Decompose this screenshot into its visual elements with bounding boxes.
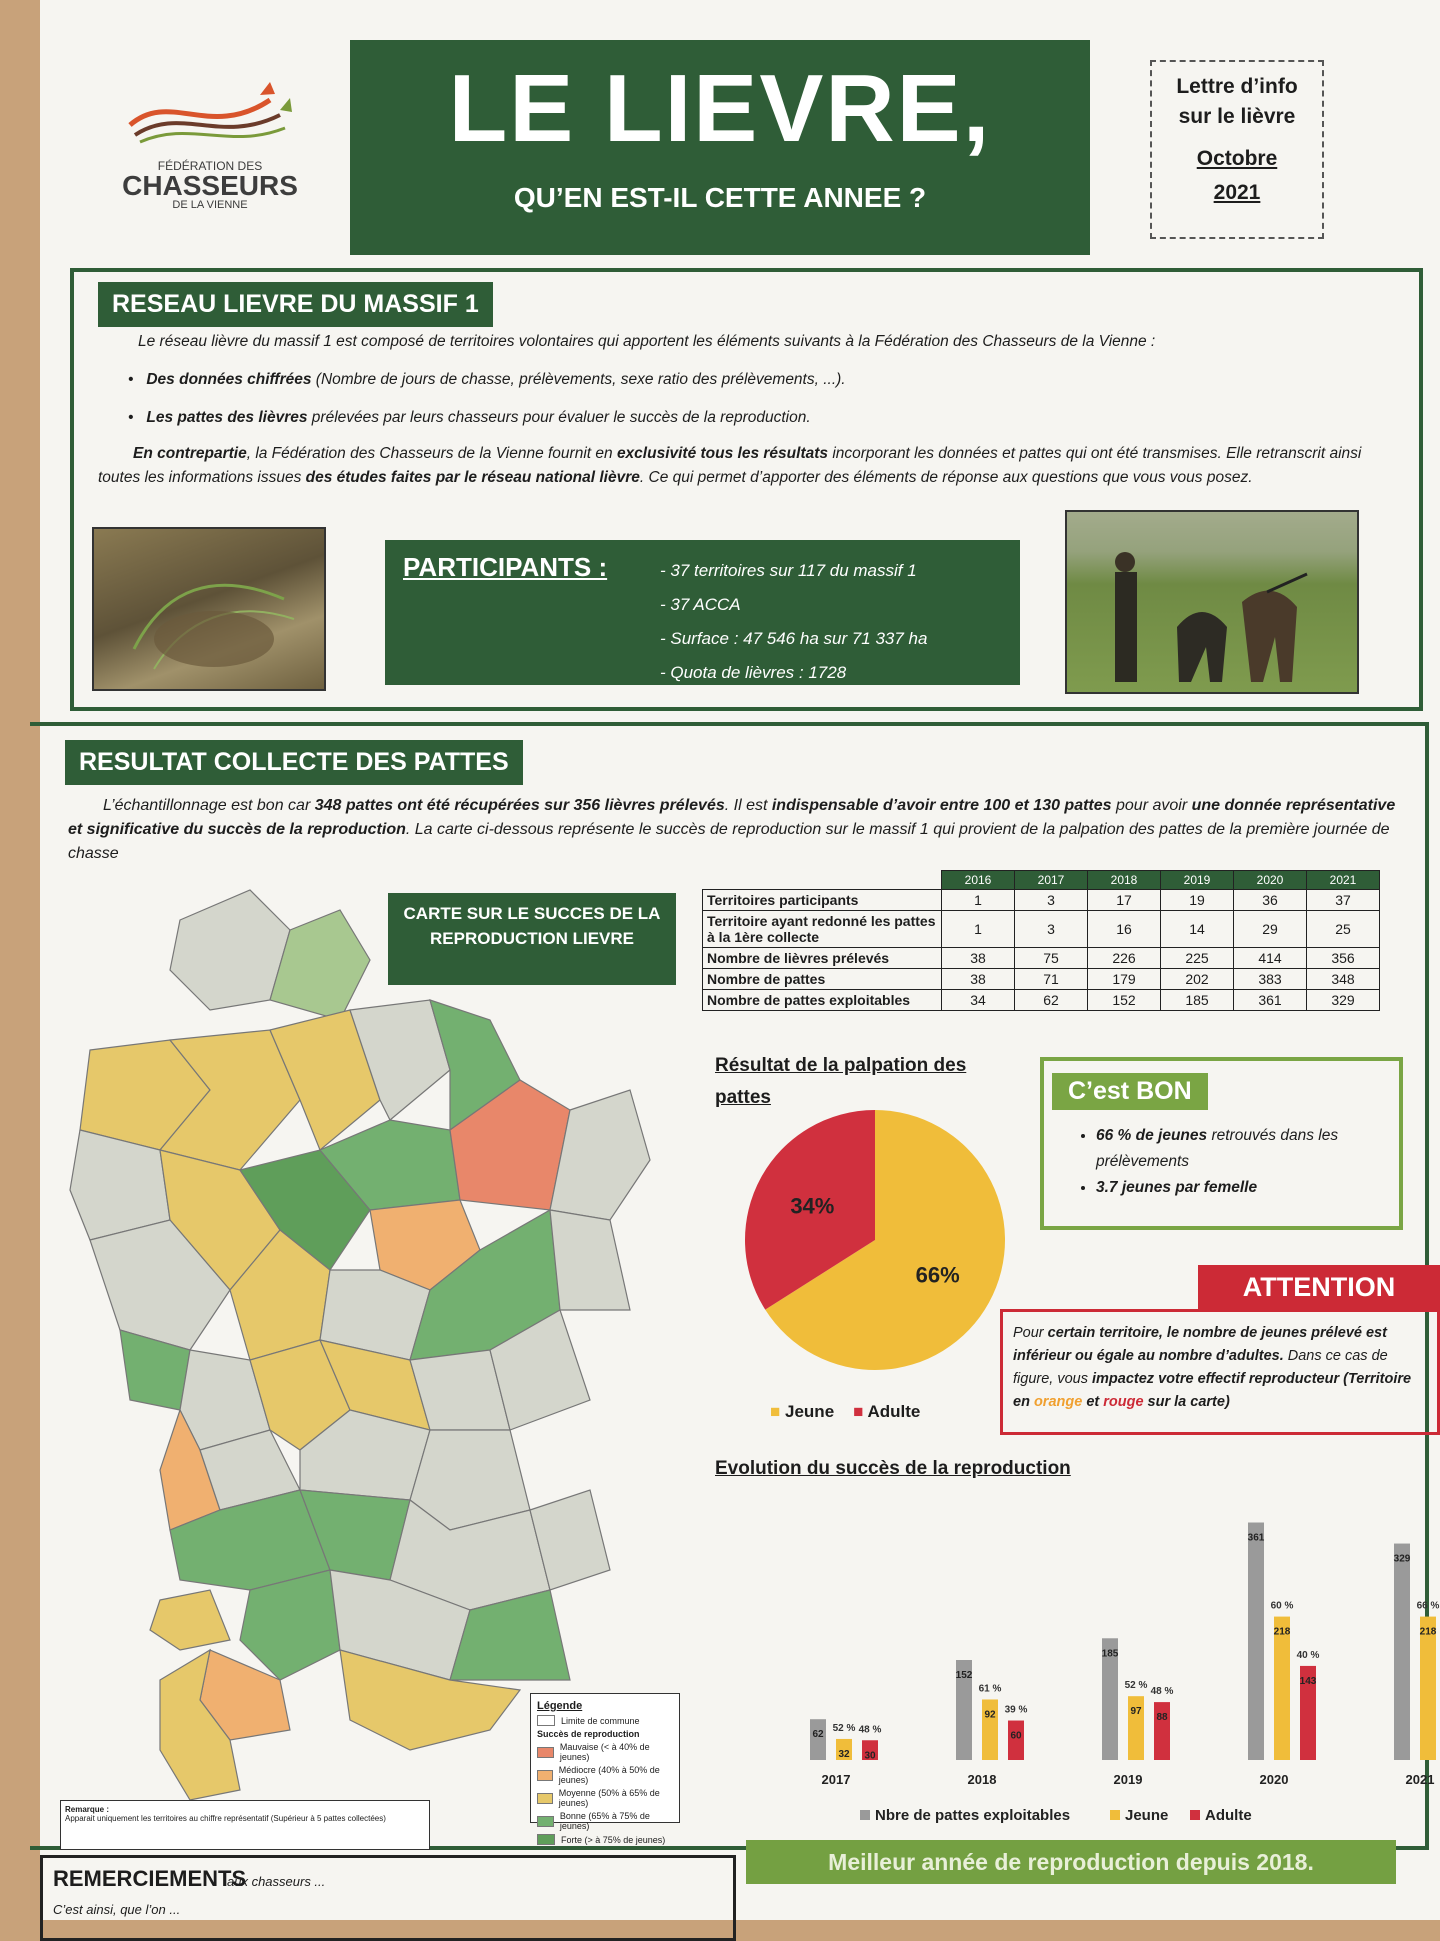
table-cell: 226 [1088,948,1161,969]
year-header: 2021 [1307,871,1380,890]
participant-item: - 37 territoires sur 117 du massif 1 [660,561,917,580]
remerciements-text: aux chasseurs ... [227,1874,326,1889]
best-year-banner: Meilleur année de reproduction depuis 2018. [746,1840,1396,1884]
bar-value-label: 218 [1273,1626,1291,1638]
table-cell: 19 [1161,890,1234,911]
reseau-intro: Le réseau lièvre du massif 1 est composé de territoires volontaires qui apportent les éléments suivants à la Fédération des Chasseurs de la Vienne : [138,333,1156,350]
table-cell: 202 [1161,969,1234,990]
bar-value-label: 329 [1393,1553,1411,1565]
bar-legend-label: Jeune [1125,1807,1169,1824]
table-cell: 1 [942,890,1015,911]
legend-swatch [537,1747,554,1758]
participants-list [660,554,927,690]
table-cell: 38 [942,948,1015,969]
bar-percent-label: 52 % [832,1722,856,1734]
participants-box [385,540,1020,685]
cest-bon-box [1040,1057,1403,1230]
remark-title: Remarque : [65,1805,110,1814]
logo-swoosh-icon [120,80,300,150]
reproduction-bar-chart [730,1500,1440,1830]
federation-logo [100,80,320,220]
pie-title: Résultat de la palpation des pattes [715,1055,967,1108]
bar-value-label: 97 [1130,1706,1142,1718]
table-cell: 25 [1307,911,1380,948]
row-label: Territoires participants [703,890,942,911]
row-label: Nombre de pattes exploitables [703,990,942,1011]
table-cell: 348 [1307,969,1380,990]
legend-row: Bonne (65% à 75% de jeunes) [537,1811,673,1831]
legend-swatch [537,1816,554,1827]
attention-box: Pour certain territoire, le nombre de jeunes prélevé est inférieur ou égale au nombre d’adultes. Dans ce cas de figure, vous impactez votre effectif reproducteur (Territoire en orange et rouge sur la carte) [1000,1309,1440,1435]
table-cell: 17 [1088,890,1161,911]
bar-percent-label: 61 % [978,1683,1002,1695]
reseau-title: RESEAU LIEVRE DU MASSIF 1 [98,282,493,327]
bar-value-label: 92 [984,1709,996,1721]
bar-value-label: 185 [1101,1648,1119,1660]
table-row [703,990,1380,1011]
x-tick-label: 2018 [967,1772,997,1787]
logo-line3: DE LA VIENNE [172,199,248,211]
cest-bon-item: • 3.7 jeunes par femelle [1096,1175,1399,1201]
bar-percent-label: 60 % [1270,1600,1294,1612]
participant-item: - Quota de lièvres : 1728 [660,663,847,682]
bar-percent-label: 66 % [1416,1600,1440,1612]
info-line1: Lettre d’info [1176,75,1298,98]
legend-swatch [537,1770,553,1781]
legend-row: Médiocre (40% à 50% de jeunes) [537,1765,673,1785]
table-cell: 71 [1015,969,1088,990]
table-header-row [703,871,1380,890]
table-cell: 185 [1161,990,1234,1011]
table-cell: 75 [1015,948,1088,969]
bar-value-label: 30 [864,1750,876,1762]
bar-percent-label: 48 % [1150,1686,1174,1698]
year-header: 2017 [1015,871,1088,890]
legend-swatch [537,1834,555,1845]
table-cell: 29 [1234,911,1307,948]
logo-line1: FÉDÉRATION DES [157,159,263,173]
map-title: CARTE SUR LE SUCCES DE LA REPRODUCTION LIEVRE [388,893,676,985]
pie-legend-jeune: Jeune [785,1402,835,1421]
year-header: 2018 [1088,871,1161,890]
resultat-title: RESULTAT COLLECTE DES PATTES [65,740,523,785]
legend-subtitle: Succès de reproduction [537,1729,640,1739]
reseau-bullet1: • Des données chiffrées (Nombre de jours de chasse, prélèvements, sexe ratio des prélèvements, ...). [128,371,846,388]
resultat-paragraph: L’échantillonnage est bon car 348 pattes ont été récupérées sur 356 lièvres prélevés. Il est indispensable d’avoir entre 100 et 130 pattes pour avoir une donnée représentative et significative du succès de la reproduction. La carte ci-dessous représente le succès de reproduction sur le massif 1 qui provient de la palpation des pattes de la première journée de chasse [68,797,1396,862]
table-cell: 38 [942,969,1015,990]
table-cell: 16 [1088,911,1161,948]
bar-percent-label: 48 % [858,1724,882,1736]
bar-legend-label: Nbre de pattes exploitables [875,1807,1071,1824]
table-cell: 36 [1234,890,1307,911]
table-cell: 3 [1015,890,1088,911]
row-label: Nombre de pattes [703,969,942,990]
reseau-paragraph: En contrepartie, la Fédération des Chasseurs de la Vienne fournit en exclusivité tous les résultats incorporant les données et pattes qui ont été transmises. Elle retranscrit ainsi toutes les informations issues des études faites par le réseau national lièvre. Ce qui permet d’apporter des éléments de réponse aux questions que vous vous posez. [98,445,1362,486]
hare-image-icon [94,529,324,689]
x-tick-label: 2021 [1405,1772,1435,1787]
table-row [703,890,1380,911]
bar-value-label: 143 [1299,1675,1317,1687]
info-year: 2021 [1213,181,1261,204]
row-label: Nombre de lièvres prélevés [703,948,942,969]
row-label: Territoire ayant redonné les pattes à la 1ère collecte [703,911,942,948]
bar-value-label: 152 [955,1670,973,1681]
bar-1 [1274,1617,1290,1760]
table-cell: 37 [1307,890,1380,911]
participants-label: PARTICIPANTS : [403,552,608,582]
legend-row: Mauvaise (< à 40% de jeunes) [537,1742,673,1762]
map-commune [550,1210,630,1310]
pie-legend: ■ Jeune ■ Adulte [770,1402,921,1421]
map-commune [150,1590,230,1650]
table-cell: 152 [1088,990,1161,1011]
table-row [703,911,1380,948]
palpation-pie-chart [740,1105,1010,1375]
bar-1 [1420,1617,1436,1760]
reseau-bullet2: • Les pattes des lièvres prélevées par leurs chasseurs pour évaluer le succès de la reproduction. [128,409,811,426]
year-header: 2019 [1161,871,1234,890]
table-cell: 179 [1088,969,1161,990]
table-cell: 3 [1015,911,1088,948]
reproduction-map [50,890,700,1820]
page-title: LE LIEVRE, [448,55,992,162]
bar-0 [1248,1523,1264,1761]
table-cell: 34 [942,990,1015,1011]
info-box [1150,60,1324,239]
map-legend [530,1693,680,1845]
bar-value-label: 88 [1156,1712,1168,1724]
newsletter-page [40,0,1440,1920]
page-title-box [350,40,1090,255]
table-cell: 329 [1307,990,1380,1011]
table-cell: 383 [1234,969,1307,990]
table-cell: 361 [1234,990,1307,1011]
pie-label: 66% [915,1262,960,1288]
hunters-photo [1065,510,1359,694]
bar-percent-label: 39 % [1004,1704,1028,1716]
info-line2: sur le lièvre [1178,105,1296,128]
legend-row: Moyenne (50% à 65% de jeunes) [537,1788,673,1808]
table-row [703,969,1380,990]
hunters-image-icon [1067,512,1357,692]
x-tick-label: 2019 [1113,1772,1143,1787]
bar-2 [1154,1702,1170,1760]
bar-value-label: 62 [812,1729,824,1741]
x-tick-label: 2017 [821,1772,851,1787]
participant-item: - 37 ACCA [660,595,741,614]
attention-title: ATTENTION [1198,1265,1440,1309]
bar-value-label: 60 [1010,1730,1022,1742]
table-row [703,948,1380,969]
legend-swatch [537,1715,555,1726]
bar-value-label: 32 [838,1748,850,1760]
remark-text: Apparait uniquement les territoires au chiffre représentatif (Supérieur à 5 pattes collectées) [65,1814,386,1823]
bar-value-label: 361 [1247,1532,1265,1544]
bar-value-label: 218 [1419,1626,1437,1638]
bar-0 [1394,1544,1410,1760]
table-cell: 225 [1161,948,1234,969]
legend-swatch [1190,1810,1200,1820]
hare-photo [92,527,326,691]
bar-percent-label: 40 % [1296,1649,1320,1661]
table-cell: 14 [1161,911,1234,948]
cest-bon-item: • 66 % de jeunes retrouvés dans les prélèvements [1096,1123,1399,1175]
table-cell: 356 [1307,948,1380,969]
page-subtitle: QU’EN EST-IL CETTE ANNEE ? [513,182,927,213]
cest-bon-title: C’est BON [1052,1073,1208,1110]
bar-chart-title: Evolution du succès de la reproduction [715,1458,1071,1479]
table-cell: 62 [1015,990,1088,1011]
logo-line2: CHASSEURS [122,170,298,201]
remerciements-box [40,1855,736,1941]
legend-row: Forte (> à 75% de jeunes) [537,1834,673,1845]
pie-legend-adulte: Adulte [867,1402,921,1421]
legend-swatch [1110,1810,1120,1820]
map-remark [60,1800,430,1850]
legend-swatch [537,1793,553,1804]
table-cell: 1 [942,911,1015,948]
legend-swatch [860,1810,870,1820]
remerciements-title: REMERCIEMENTS [53,1866,247,1891]
info-month: Octobre [1196,147,1278,170]
legend-title: Légende [537,1700,583,1712]
table-cell: 414 [1234,948,1307,969]
data-table [702,870,1380,1011]
pie-label: 34% [790,1193,835,1219]
bar-percent-label: 52 % [1124,1680,1148,1692]
bar-legend-label: Adulte [1205,1807,1252,1824]
remerciements-text2: C’est ainsi, que l’on ... [53,1902,181,1917]
year-header: 2020 [1234,871,1307,890]
x-tick-label: 2020 [1259,1772,1289,1787]
year-header: 2016 [942,871,1015,890]
legend-row: Limite de commune [537,1715,673,1726]
participant-item: - Surface : 47 546 ha sur 71 337 ha [660,629,928,648]
